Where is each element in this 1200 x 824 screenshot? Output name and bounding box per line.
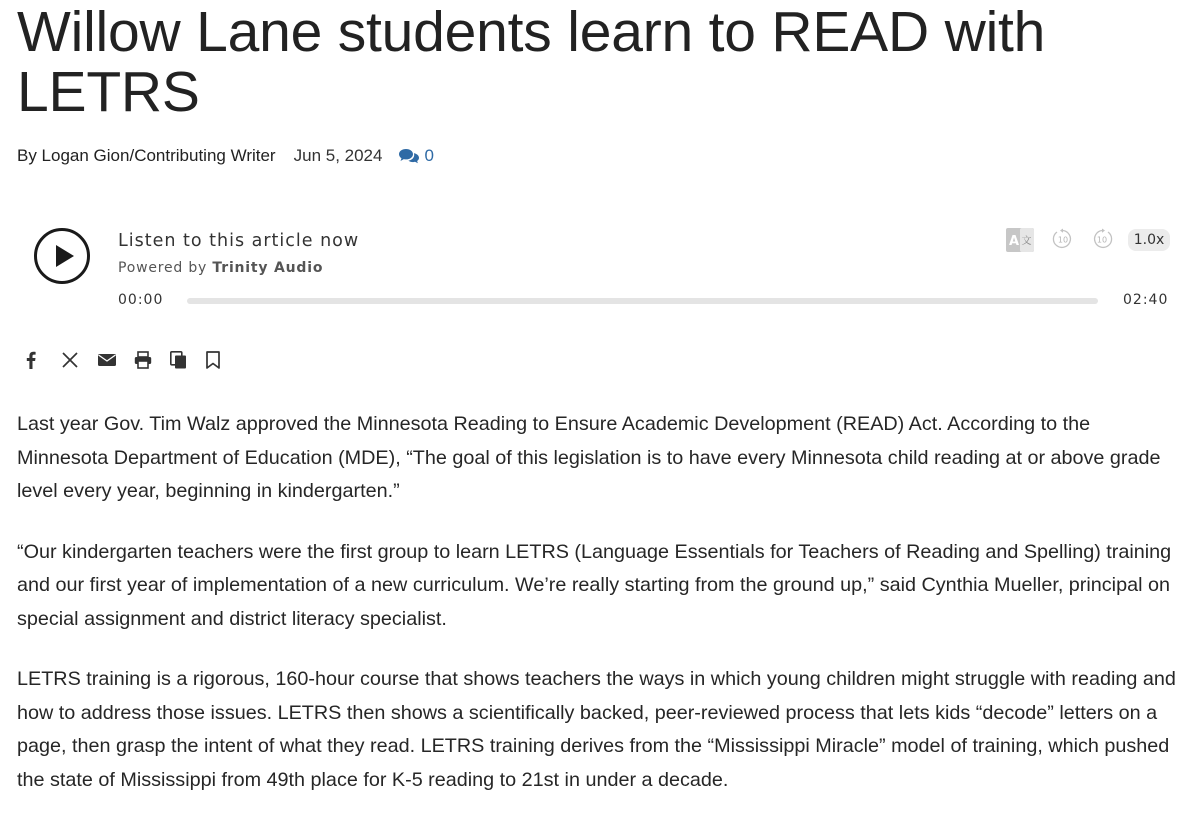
comment-count: 0 [424, 146, 434, 165]
player-title: Listen to this article now [118, 231, 360, 251]
translate-icon[interactable] [1006, 228, 1034, 252]
facebook-icon [26, 351, 36, 369]
rewind-seconds: 10 [1057, 235, 1069, 245]
publish-date: Jun 5, 2024 [293, 146, 383, 165]
rewind-10-icon[interactable] [1052, 228, 1074, 250]
paragraph: “Our kindergarten teachers were the first group to learn LETRS (Language Essentials for Teachers of Reading and Spelling) training and our first year of implementation of a new curriculum. We’re really starting from the ground up,” said Cynthia Mueller, principal on special assignment and district literacy specialist. [17, 540, 1172, 630]
comments-icon [398, 148, 420, 164]
forward-10-icon[interactable] [1091, 228, 1113, 250]
progress-bar[interactable] [187, 298, 1098, 304]
email-icon [98, 353, 116, 367]
print-button[interactable] [134, 349, 170, 371]
article-body [17, 408, 1183, 824]
bookmark-icon [206, 351, 220, 369]
powered-brand[interactable]: Trinity Audio [212, 260, 324, 276]
svg-text:文: 文 [1021, 236, 1032, 247]
powered-prefix: Powered by [118, 260, 208, 276]
byline [17, 146, 434, 166]
share-x-button[interactable] [62, 349, 98, 371]
bookmark-button[interactable] [206, 349, 242, 371]
share-email-button[interactable] [98, 349, 134, 371]
copy-link-button[interactable] [170, 349, 206, 371]
share-toolbar [26, 349, 242, 371]
powered-by [118, 260, 323, 276]
play-button[interactable] [34, 228, 90, 284]
current-time: 00:00 [118, 292, 164, 308]
share-facebook-button[interactable] [26, 349, 62, 371]
comments-link[interactable] [398, 146, 433, 166]
svg-text:A: A [1009, 234, 1020, 249]
play-icon [56, 245, 74, 267]
paragraph: Last year Gov. Tim Walz approved the Minnesota Reading to Ensure Academic Development (READ) Act. According to the Minnesota Department of Education (MDE), “The goal of this legislation is to have every Minnesota child reading at or above grade level every year, beginning in kindergarten.” [17, 413, 1161, 502]
forward-seconds: 10 [1096, 235, 1108, 245]
author[interactable]: By Logan Gion/Contributing Writer [17, 146, 276, 165]
paragraph: LETRS training is a rigorous, 160-hour course that shows teachers the ways in which young children might struggle with reading and how to address those issues. LETRS then shows a scientifically backed, peer-reviewed process that lets kids “decode” letters on a page, then grasp the intent of what they read. LETRS training derives from the “Mississippi Miracle” model of training, which pushed the state of Mississippi from 49th place for K-5 reading to 21st in under a decade. [17, 668, 1176, 791]
article-headline: Willow Lane students learn to READ with LETRS [17, 0, 1046, 124]
playback-speed-button[interactable]: 1.0x [1128, 229, 1170, 251]
audio-player [0, 215, 1200, 315]
duration: 02:40 [1123, 292, 1169, 308]
x-icon [62, 352, 78, 368]
copy-icon [170, 351, 187, 369]
print-icon [134, 351, 152, 369]
